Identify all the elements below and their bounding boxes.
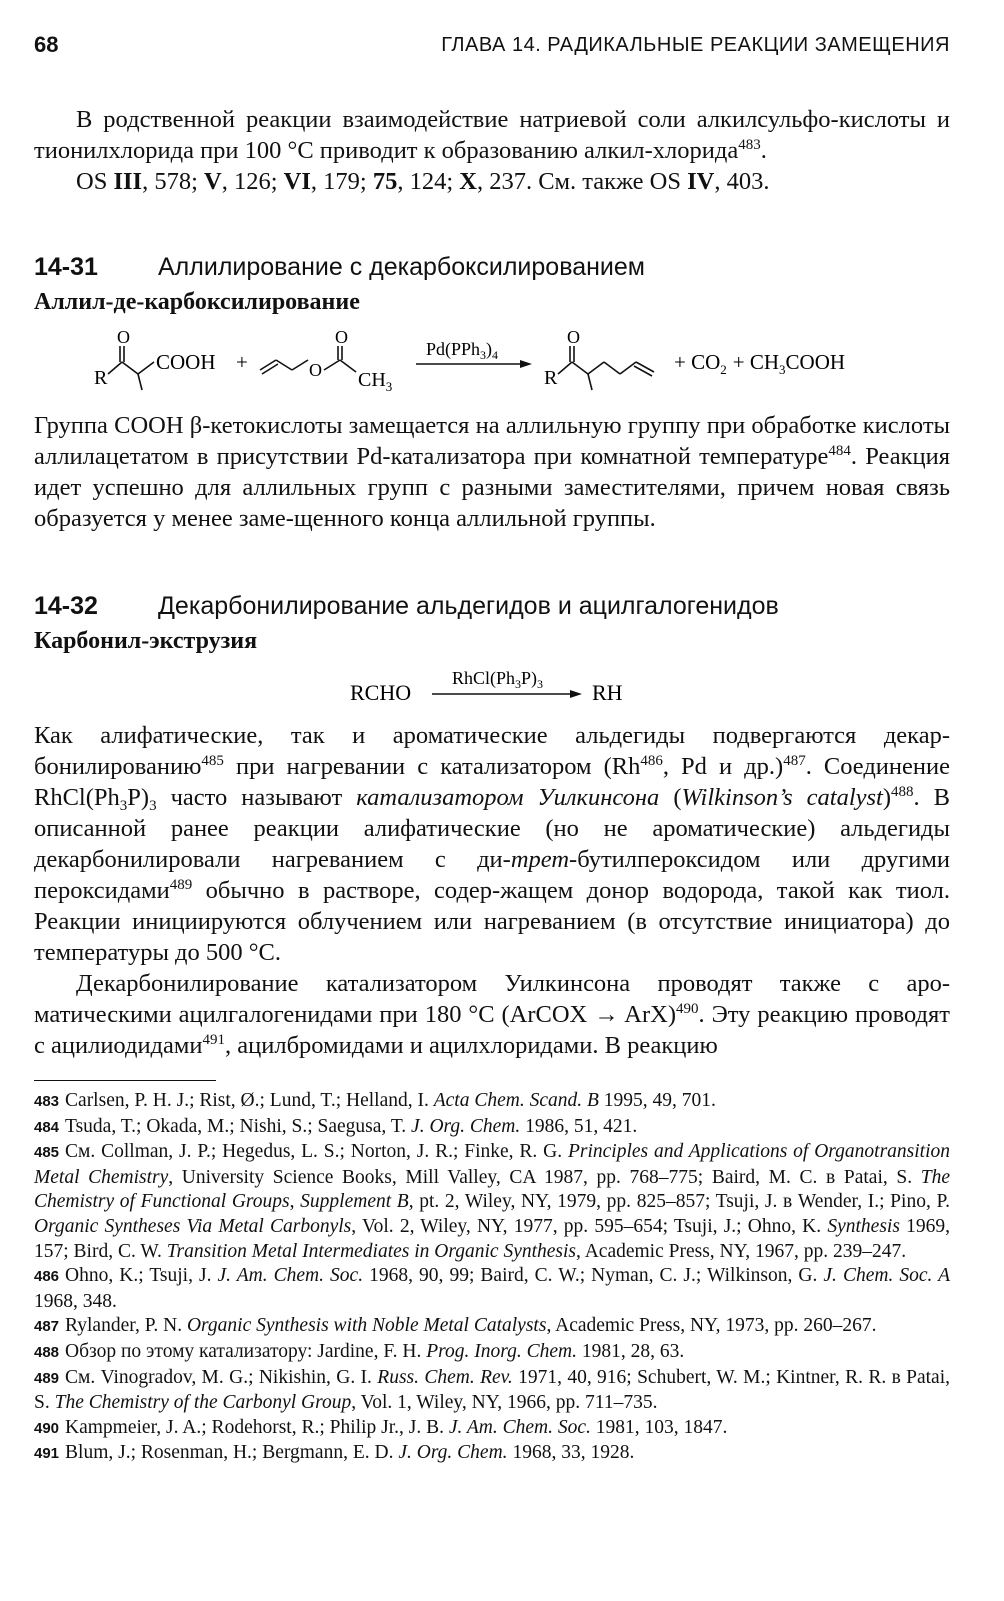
footnote-number: 486: [34, 1268, 60, 1286]
footnote-487: 487 Rylander, P. N. Organic Synthesis with Noble Metal Catalysts, Academic Press, NY, 1973, pp. 260–267.: [34, 1315, 877, 1337]
footnotes: [34, 1089, 950, 1467]
section2-text: [34, 720, 950, 1061]
section2-paragraph-2: Декарбонилирование катализатором Уилкинсона проводят также с аро-матическими ацилгалогенидами при 180 °С (ArCOX → ArX)$^{490}$. Эту реакцию проводят с ацилиодидами$^{491}$, ацилбромидами и ацилхлоридами. В реакцию: [34, 970, 950, 1059]
footnote-number: 484: [34, 1118, 60, 1136]
allylation-reaction-scheme: [80, 328, 900, 400]
section-number: 14-32: [34, 592, 98, 620]
scheme1-products: + $CO_2$ + $CH_3COOH$: [674, 350, 846, 377]
section-subtitle-14-31: Аллил-де-карбоксилирование: [34, 289, 360, 315]
footnote-ref[interactable]: 489: [169, 877, 193, 893]
page-number: 68: [34, 32, 59, 57]
footnote-ref[interactable]: 483: [738, 137, 761, 153]
footnote-489: 489 См. Vinogradov, M. G.; Nikishin, G. I. Russ. Chem. Rev. 1971, 40, 916; Schubert, W. M.; Kintner, R. R. в Patai, S. The Chemistry of the Carbonyl Group, Vol. 1, Wiley, NY, 1966, pp. 711–735.: [34, 1366, 951, 1414]
footnote-486: 486 Ohno, K.; Tsuji, J. J. Am. Chem. Soc. 1968, 90, 99; Baird, C. W.; Nyman, C. J.; Wilkinson, G. J. Chem. Soc. A 1968, 348.: [34, 1265, 950, 1312]
scheme1-o4: O: [567, 328, 580, 347]
footnote-ref[interactable]: 487: [783, 753, 806, 769]
footnote-ref[interactable]: 491: [202, 1032, 226, 1048]
section-subtitle-14-32: Карбонил-экструзия: [34, 628, 258, 654]
os-references: OS III, 578; V, 126; VI, 179; 75, 124; X, 237. См. также OS IV, 403.: [76, 168, 770, 195]
section1-text: [34, 410, 950, 534]
scheme1-cooh: COOH: [156, 350, 216, 374]
running-title: ГЛАВА 14. РАДИКАЛЬНЫЕ РЕАКЦИИ ЗАМЕЩЕНИЯ: [441, 34, 950, 56]
section-title: Аллилирование с декарбоксилированием: [158, 253, 645, 281]
footnote-divider: [34, 1080, 216, 1081]
decarbonylation-reaction-scheme: [340, 664, 660, 706]
section-number: 14-31: [34, 253, 98, 281]
intro-paragraph: В родственной реакции взаимодействие натриевой соли алкилсульфо-кислоты и тионилхлорида при 100 °С приводит к образованию алкил-хлорида$^{483}$.: [34, 106, 950, 164]
scheme1-ch3: $CH_3$: [358, 369, 393, 394]
scheme1-o3: O: [335, 328, 348, 347]
scheme2-right: RH: [592, 680, 623, 705]
footnote-483: 483 Carlsen, P. H. J.; Rist, Ø.; Lund, T.; Helland, I. Acta Chem. Scand. B 1995, 49, 701.: [34, 1090, 716, 1111]
scheme1-catalyst: $Pd(PPh_3)_4$: [426, 339, 499, 362]
footnote-number: 491: [34, 1445, 60, 1463]
footnote-490: 490 Kampmeier, J. A.; Rodehorst, R.; Philip Jr., J. B. J. Am. Chem. Soc. 1981, 103, 1847.: [34, 1416, 728, 1438]
scheme1-plus: +: [236, 350, 248, 374]
section-heading-14-31: [34, 253, 645, 282]
footnote-ref[interactable]: 490: [676, 1001, 699, 1017]
footnote-number: 485: [34, 1144, 60, 1162]
footnote-488: 488 Обзор по этому катализатору: Jardine, F. H. Prog. Inorg. Chem. 1981, 28, 63.: [34, 1340, 685, 1362]
section2-paragraph-1: Как алифатические, так и ароматические альдегиды подвергаются декар-бонилированию$^{485}$ при нагревании с катализатором (Rh$^{486}$, Pd и др.)$^{487}$. Соединение $RhCl(Ph_3P)_3$ часто называют катализатором Уилкинсона (Wilkinson’s catalyst)$^{488}$. В описанной ранее реакции алифатические (но не ароматические) альдегиды декарбонилировали нагреванием с ди-трет-бутилпероксидом или другими пероксидами$^{489}$ обычно в растворе, содер-жащем донор водорода, такой как тиол. Реакции инициируются облучением или нагреванием (в отсутствие инициатора) до температуры до 500 °С.: [34, 722, 951, 966]
scheme1-r2: R: [544, 367, 558, 389]
footnote-485: 485 См. Collman, J. P.; Hegedus, L. S.; Norton, J. R.; Finke, R. G. Principles and Applications of Organotransition Metal Chemistry, University Science Books, Mill Valley, CA 1987, pp. 768–775; Baird, M. C. в Patai, S. The Chemistry of Functional Groups, Supplement B, pt. 2, Wiley, NY, 1979, pp. 825–857; Tsuji, J. в Wender, I.; Pino, P. Organic Syntheses Via Metal Carbonyls, Vol. 2, Wiley, NY, 1977, pp. 595–654; Tsuji, J.; Ohno, K. Synthesis 1969, 157; Bird, C. W. Transition Metal Intermediates in Organic Synthesis, Academic Press, NY, 1967, pp. 239–247.: [34, 1141, 951, 1262]
footnote-number: 487: [34, 1318, 60, 1336]
footnote-484: 484 Tsuda, T.; Okada, M.; Nishi, S.; Saegusa, T. J. Org. Chem. 1986, 51, 421.: [34, 1115, 638, 1137]
scheme1-o1: O: [117, 328, 130, 347]
footnote-number: 489: [34, 1369, 60, 1387]
section1-paragraph: Группа COOH β-кетокислоты замещается на аллильную группу при обработке кислоты аллилацетатом в присутствии Pd-катализатора при комнатной температуре$^{484}$. Реакция идет успешно для аллильных групп с разными заместителями, причем новая связь образуется у менее заме-щенного конца аллильной группы.: [34, 412, 950, 532]
section-heading-14-32: [34, 592, 779, 621]
footnote-ref[interactable]: 486: [640, 753, 663, 769]
scheme2-left: RCHO: [350, 680, 412, 705]
footnote-ref[interactable]: 485: [201, 753, 224, 769]
section-title: Декарбонилирование альдегидов и ацилгалогенидов: [158, 592, 779, 620]
footnote-ref[interactable]: 484: [828, 443, 851, 459]
footnote-number: 490: [34, 1419, 60, 1437]
scheme1-r1: R: [94, 367, 108, 389]
footnote-number: 483: [34, 1093, 60, 1110]
scheme2-catalyst: $RhCl(Ph_3P)_3$: [452, 668, 544, 691]
footnote-491: 491 Blum, J.; Rosenman, H.; Bergmann, E. D. J. Org. Chem. 1968, 33, 1928.: [34, 1442, 635, 1464]
footnote-number: 488: [34, 1343, 60, 1361]
running-header: [34, 32, 950, 60]
intro-block: [34, 104, 950, 197]
footnote-ref[interactable]: 488: [891, 784, 914, 800]
scheme1-o2: O: [309, 360, 322, 380]
